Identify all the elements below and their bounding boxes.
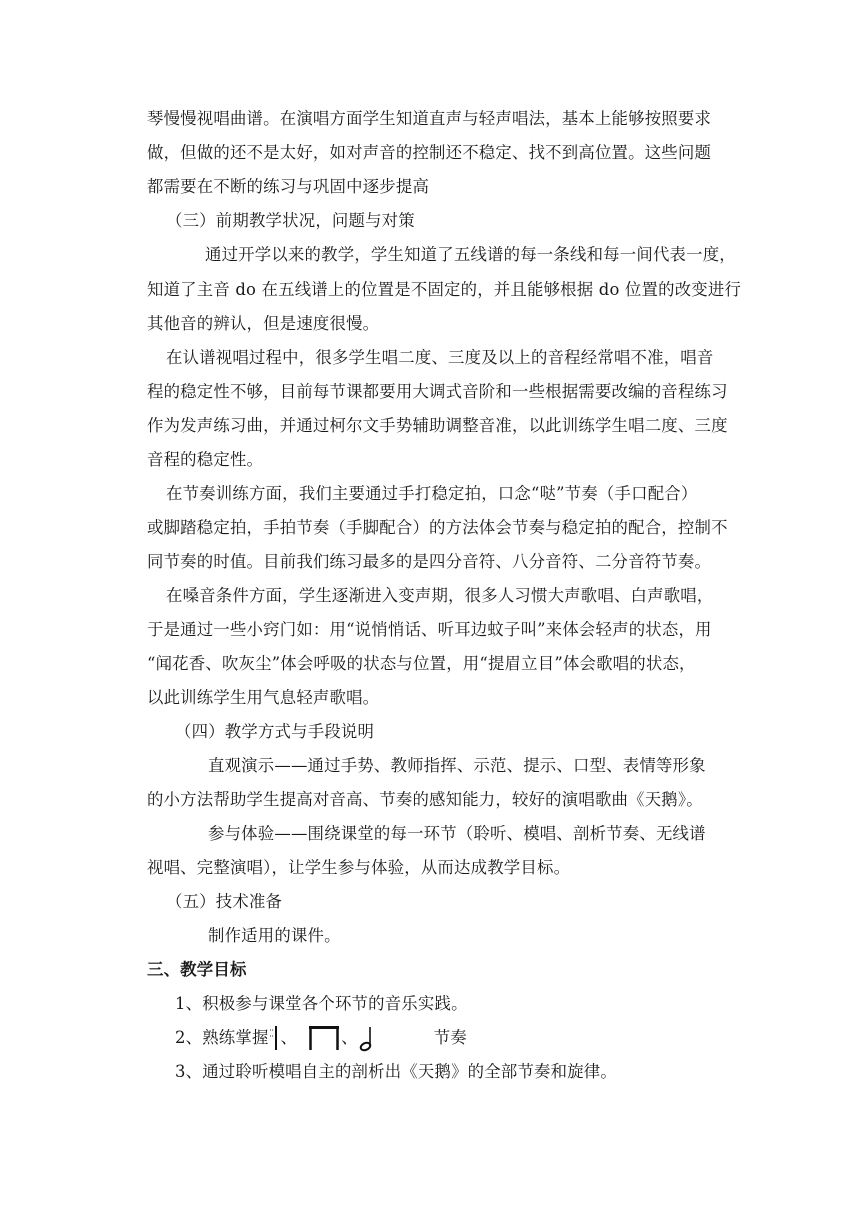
eighth-note-pair-icon xyxy=(307,1024,341,1052)
half-note-icon xyxy=(358,1024,374,1052)
text-line: “闻花香、吹灰尘”体会呼吸的状态与位置，用“提眉立目”体会歌唱的状态， xyxy=(147,654,696,673)
text-line: 程的稳定性不够，目前每节课都要用大调式音阶和一些根据需要改编的音程练习 xyxy=(147,382,728,401)
text-line: 知道了主音 do 在五线谱上的位置是不固定的，并且能够根据 do 位置的改变进行 xyxy=(147,280,742,299)
goal-item-rhythm xyxy=(175,1022,467,1052)
quarter-note-icon xyxy=(269,1024,281,1052)
text-line: 以此训练学生用气息轻声歌唱。 xyxy=(147,688,380,707)
goal-item: 3、通过聆听模唱自主的剖析出《天鹅》的全部节奏和旋律。 xyxy=(175,1062,617,1081)
text-line: 于是通过一些小窍门如：用“说悄悄话、听耳边蚊子叫”来体会轻声的状态，用 xyxy=(147,620,712,639)
text-line: 在节奏训练方面，我们主要通过手打稳定拍，口念“哒”节奏（手口配合） xyxy=(166,484,698,503)
text-line: 都需要在不断的练习与巩固中逐步提高 xyxy=(147,177,430,196)
text-line: 通过开学以来的教学，学生知道了五线谱的每一条线和每一间代表一度， xyxy=(205,245,736,264)
section-heading: （三）前期教学状况，问题与对策 xyxy=(166,211,415,230)
text-line: 音程的稳定性。 xyxy=(147,450,264,469)
separator: 、 xyxy=(341,1028,358,1047)
text-line: 在嗓音条件方面，学生逐渐进入变声期，很多人习惯大声歌唱、白声歌唱， xyxy=(166,586,714,605)
text-line: 同节奏的时值。目前我们练习最多的是四分音符、八分音符、二分音符节奏。 xyxy=(147,552,712,571)
separator: 、 xyxy=(280,1028,298,1047)
text-line: 其他音的辨认，但是速度很慢。 xyxy=(147,314,380,333)
goal-prefix: 2、熟练掌握 xyxy=(175,1028,269,1047)
text-line: 制作适用的课件。 xyxy=(208,926,341,945)
goals-heading: 三、教学目标 xyxy=(147,960,247,979)
goal-suffix: 节奏 xyxy=(433,1028,467,1047)
section-heading: （四）教学方式与手段说明 xyxy=(175,722,375,741)
text-line: 的小方法帮助学生提高对音高、节奏的感知能力，较好的演唱歌曲《天鹅》。 xyxy=(147,790,703,809)
text-line: 做，但做的还不是太好，如对声音的控制还不稳定、找不到高位置。这些问题 xyxy=(147,143,712,162)
text-line: 作为发声练习曲，并通过柯尔文手势辅助调整音准，以此训练学生唱二度、三度 xyxy=(147,416,728,435)
section-heading: （五）技术准备 xyxy=(166,892,283,911)
text-line: 视唱、完整演唱），让学生参与体验，从而达成教学目标。 xyxy=(147,858,571,877)
text-line: 直观演示——通过手势、教师指挥、示范、提示、口型、表情等形象 xyxy=(208,756,706,775)
text-line: 在认谱视唱过程中，很多学生唱二度、三度及以上的音程经常唱不准，唱音 xyxy=(166,348,714,367)
text-line: 琴慢慢视唱曲谱。在演唱方面学生知道直声与轻声唱法，基本上能够按照要求 xyxy=(147,109,712,128)
goal-item: 1、积极参与课堂各个环节的音乐实践。 xyxy=(175,994,468,1013)
text-line: 或脚踏稳定拍，手拍节奏（手脚配合）的方法体会节奏与稳定拍的配合，控制不 xyxy=(147,518,728,537)
text-line: 参与体验——围绕课堂的每一环节（聆听、模唱、剖析节奏、无线谱 xyxy=(208,824,706,843)
